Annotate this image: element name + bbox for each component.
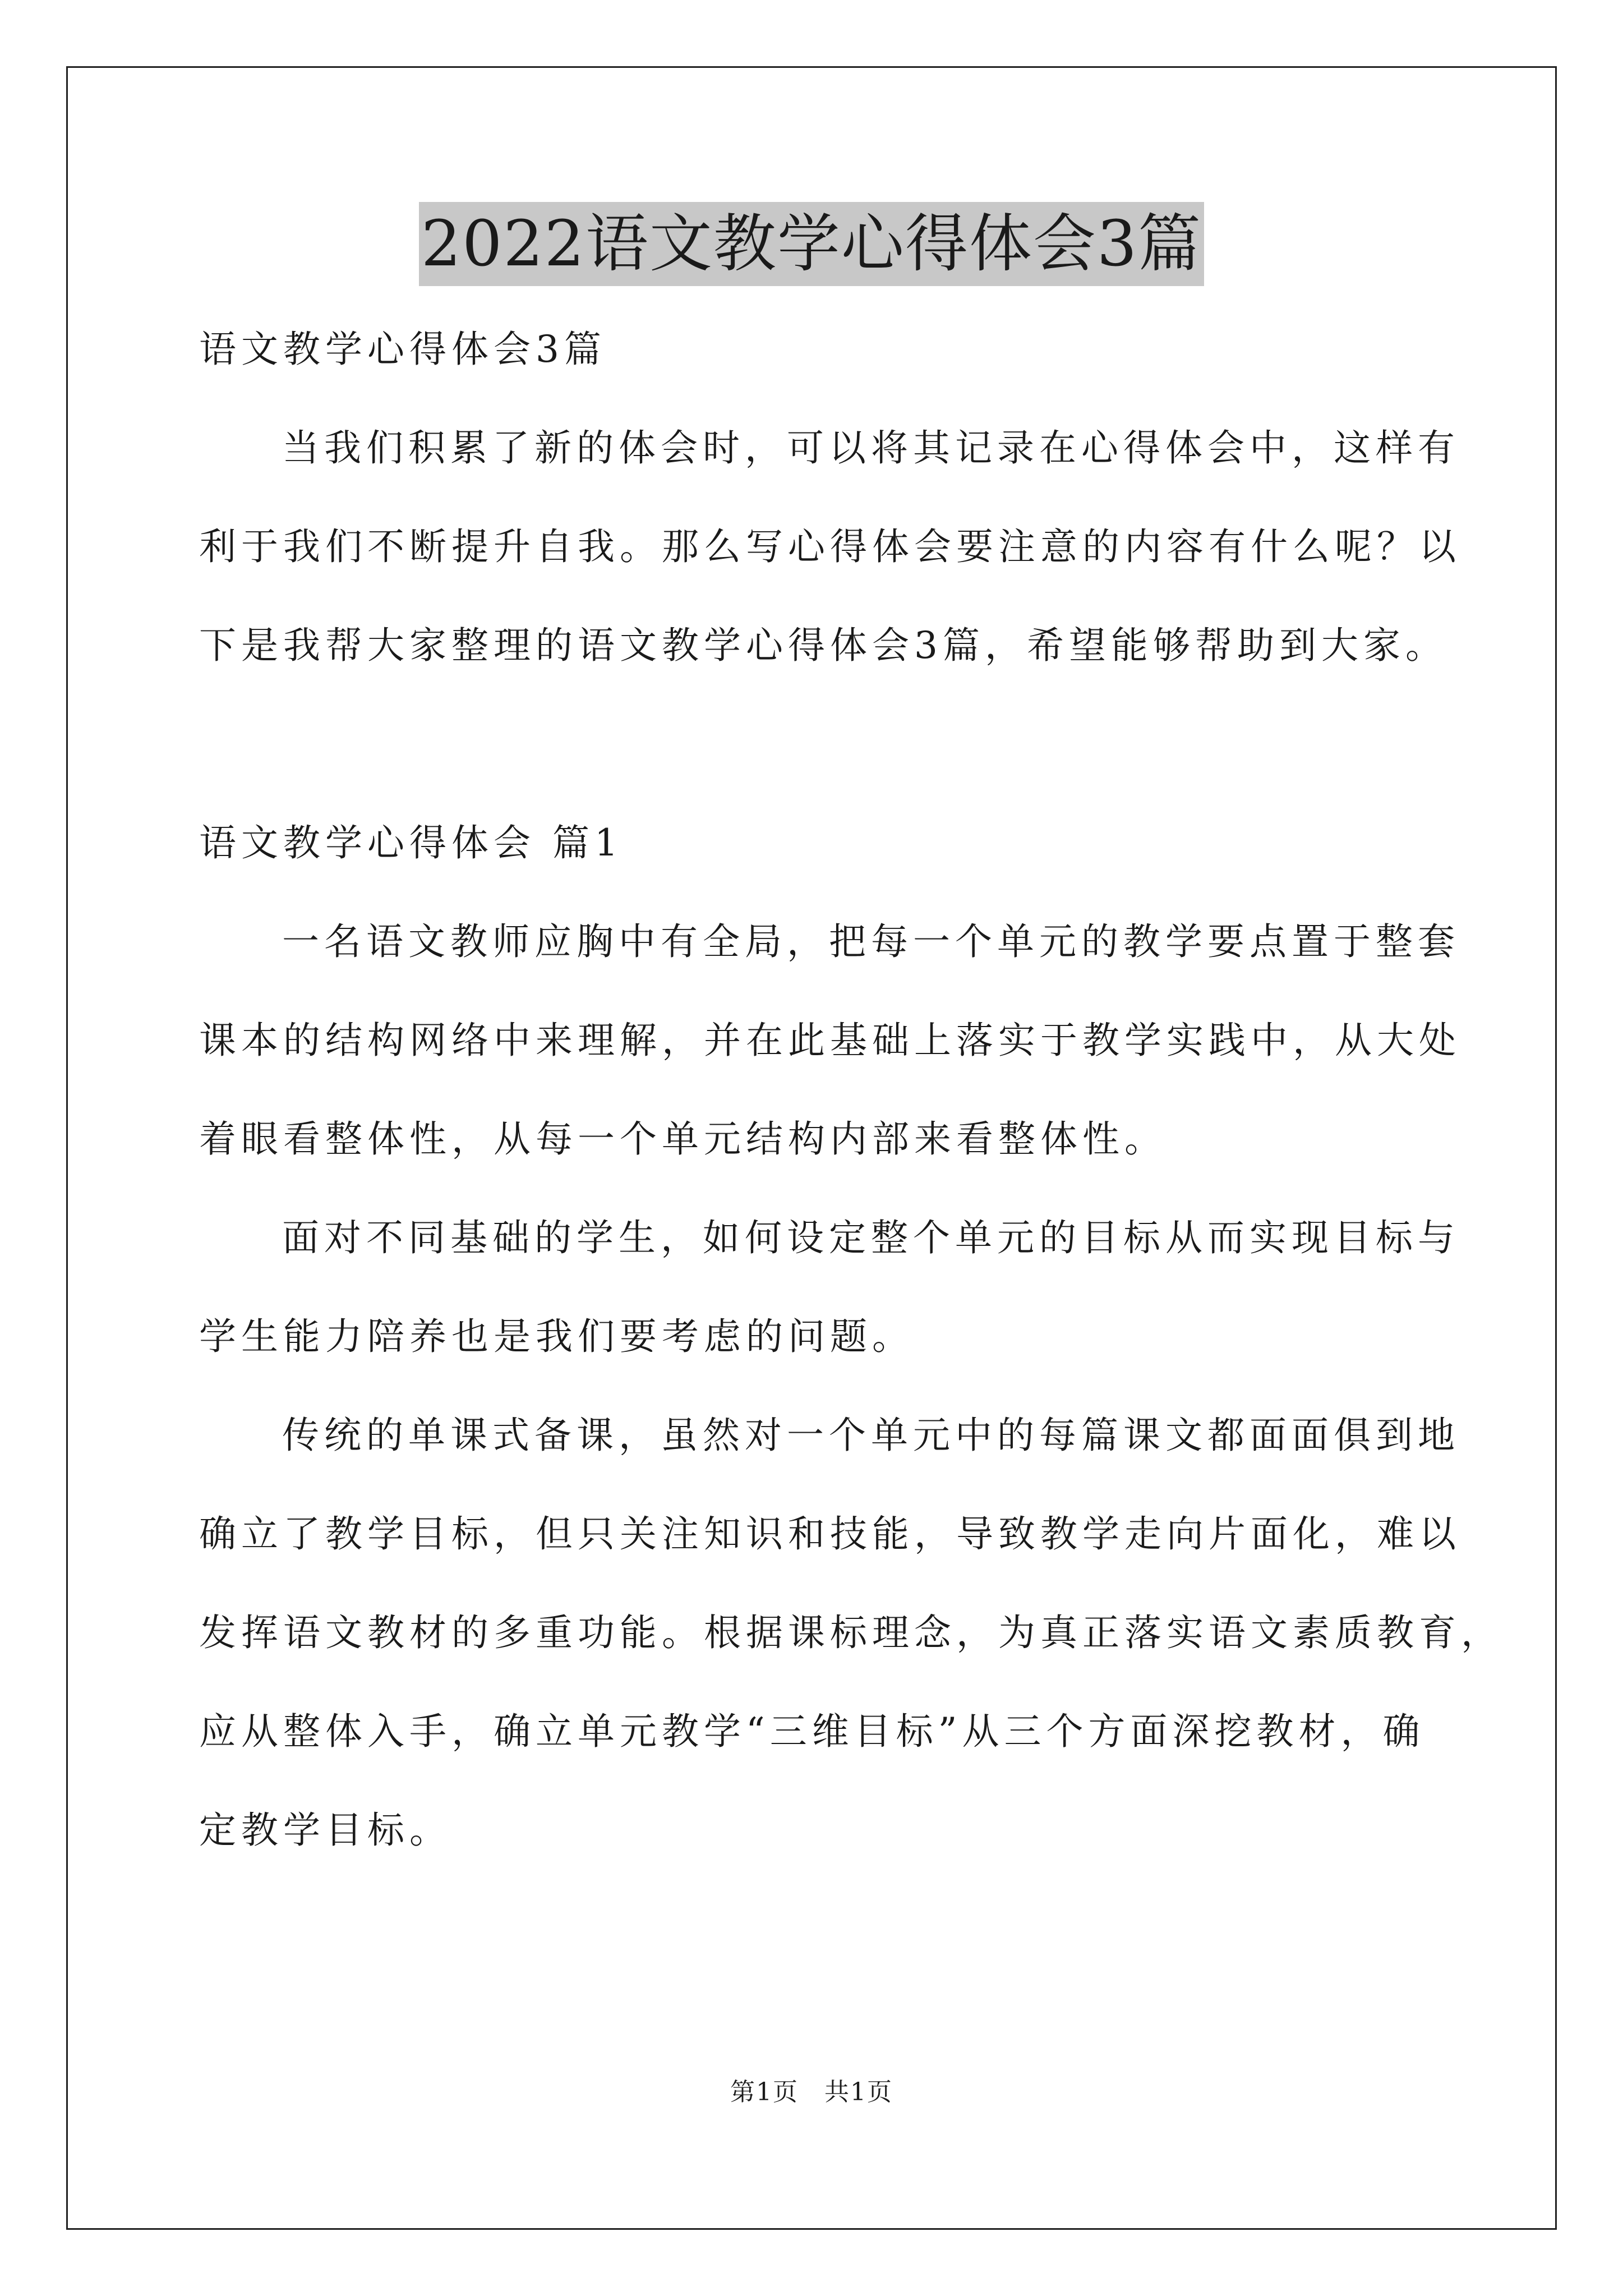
para3-line-4: 应从整体入手，确立单元教学“三维目标”从三个方面深挖教材，确: [199, 1710, 1425, 1753]
section-gap: [199, 695, 1427, 794]
para1-line-1: 一名语文教师应胸中有全局，把每一个单元的教学要点置于整套: [282, 920, 1460, 963]
para3-line-2: 确立了教学目标，但只关注知识和技能，导致教学走向片面化，难以: [199, 1512, 1461, 1556]
para3-line-1: 传统的单课式备课，虽然对一个单元中的每篇课文都面面俱到地: [282, 1414, 1460, 1457]
para3-line-5: 定教学目标。: [199, 1809, 451, 1852]
intro-line-1: 当我们积累了新的体会时，可以将其记录在心得体会中，这样有: [282, 426, 1460, 470]
para1-line-2: 课本的结构网络中来理解，并在此基础上落实于教学实践中，从大处: [199, 1019, 1461, 1062]
intro-line-3: 下是我帮大家整理的语文教学心得体会3篇，希望能够帮助到大家。: [199, 624, 1447, 667]
para2-line-2: 学生能力陪养也是我们要考虑的问题。: [199, 1315, 914, 1358]
page-footer: 第1页 共1页: [730, 2078, 893, 2106]
document-subtitle: 语文教学心得体会3篇: [199, 328, 606, 371]
document-body: [199, 300, 1503, 1880]
document-title: 2022语文教学心得体会3篇: [419, 202, 1204, 286]
section-heading: 语文教学心得体会 篇1: [199, 821, 623, 864]
title-container: [0, 202, 1623, 286]
para3-line-3: 发挥语文教材的多重功能。根据课标理念，为真正落实语文素质教育，: [199, 1611, 1503, 1654]
para2-line-1: 面对不同基础的学生，如何设定整个单元的目标从而实现目标与: [282, 1216, 1460, 1259]
para1-line-3: 着眼看整体性，从每一个单元结构内部来看整体性。: [199, 1117, 1166, 1161]
intro-line-2: 利于我们不断提升自我。那么写心得体会要注意的内容有什么呢？以: [199, 525, 1461, 568]
